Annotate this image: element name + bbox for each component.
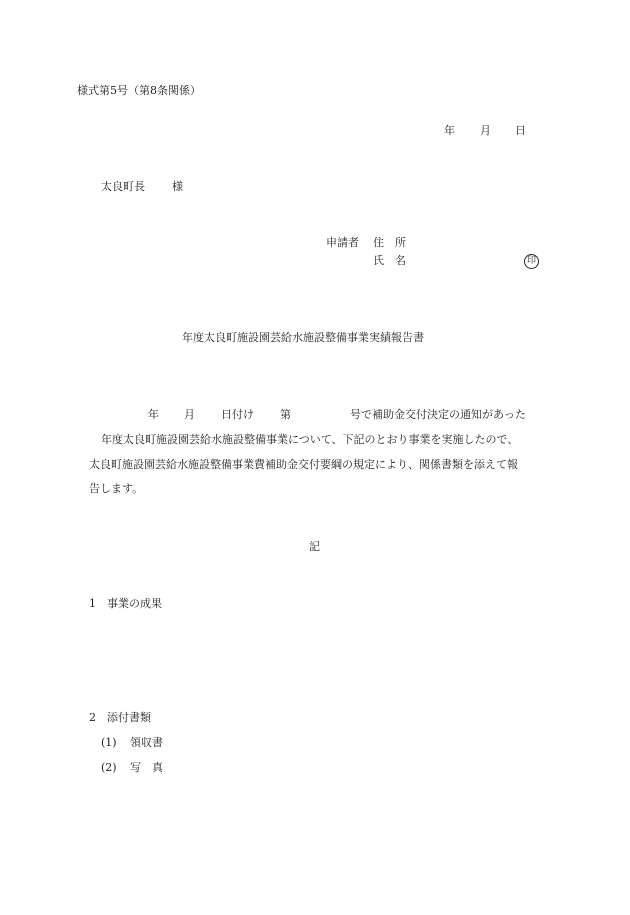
body-year: 年 [148,408,159,421]
body-month: 月 [184,408,195,421]
attachment-number: (2) [101,761,117,774]
section1-title: 事業の成果 [107,597,162,610]
attachment-label: 写 真 [130,761,163,774]
attachment-number: (1) [101,736,117,749]
form-label: 様式第5号（第8条関係） [77,84,201,97]
section2-number: 2 [89,711,96,724]
section2-title: 添付書類 [107,711,151,724]
attachment-label: 領収書 [130,736,163,749]
date-year: 年 [444,124,455,137]
date-month: 月 [480,124,491,137]
body-line2: 年度太良町施設園芸給水施設整備事業について、下記のとおり事業を実施したので、 [101,433,519,446]
date-day: 日 [515,124,526,137]
address-label: 住 所 [373,236,406,249]
ki-heading: 記 [309,540,320,553]
body-dated: 日付け [221,408,254,421]
body-number-prefix: 第 [280,408,291,421]
document-title: 年度太良町施設園芸給水施設整備事業実績報告書 [182,331,424,344]
body-line4: 告します。 [89,482,144,495]
seal-mark: 印 [524,254,539,269]
section1-number: 1 [89,597,96,610]
applicant-label: 申請者 [326,236,359,249]
addressee-name: 太良町長 [101,180,145,193]
body-line1-rest: 号で補助金交付決定の通知があった [350,408,526,421]
addressee-honorific: 様 [172,180,183,193]
body-line3: 太良町施設園芸給水施設整備事業費補助金交付要綱の規定により、関係書類を添えて報 [89,458,518,471]
name-label: 氏 名 [373,254,406,267]
